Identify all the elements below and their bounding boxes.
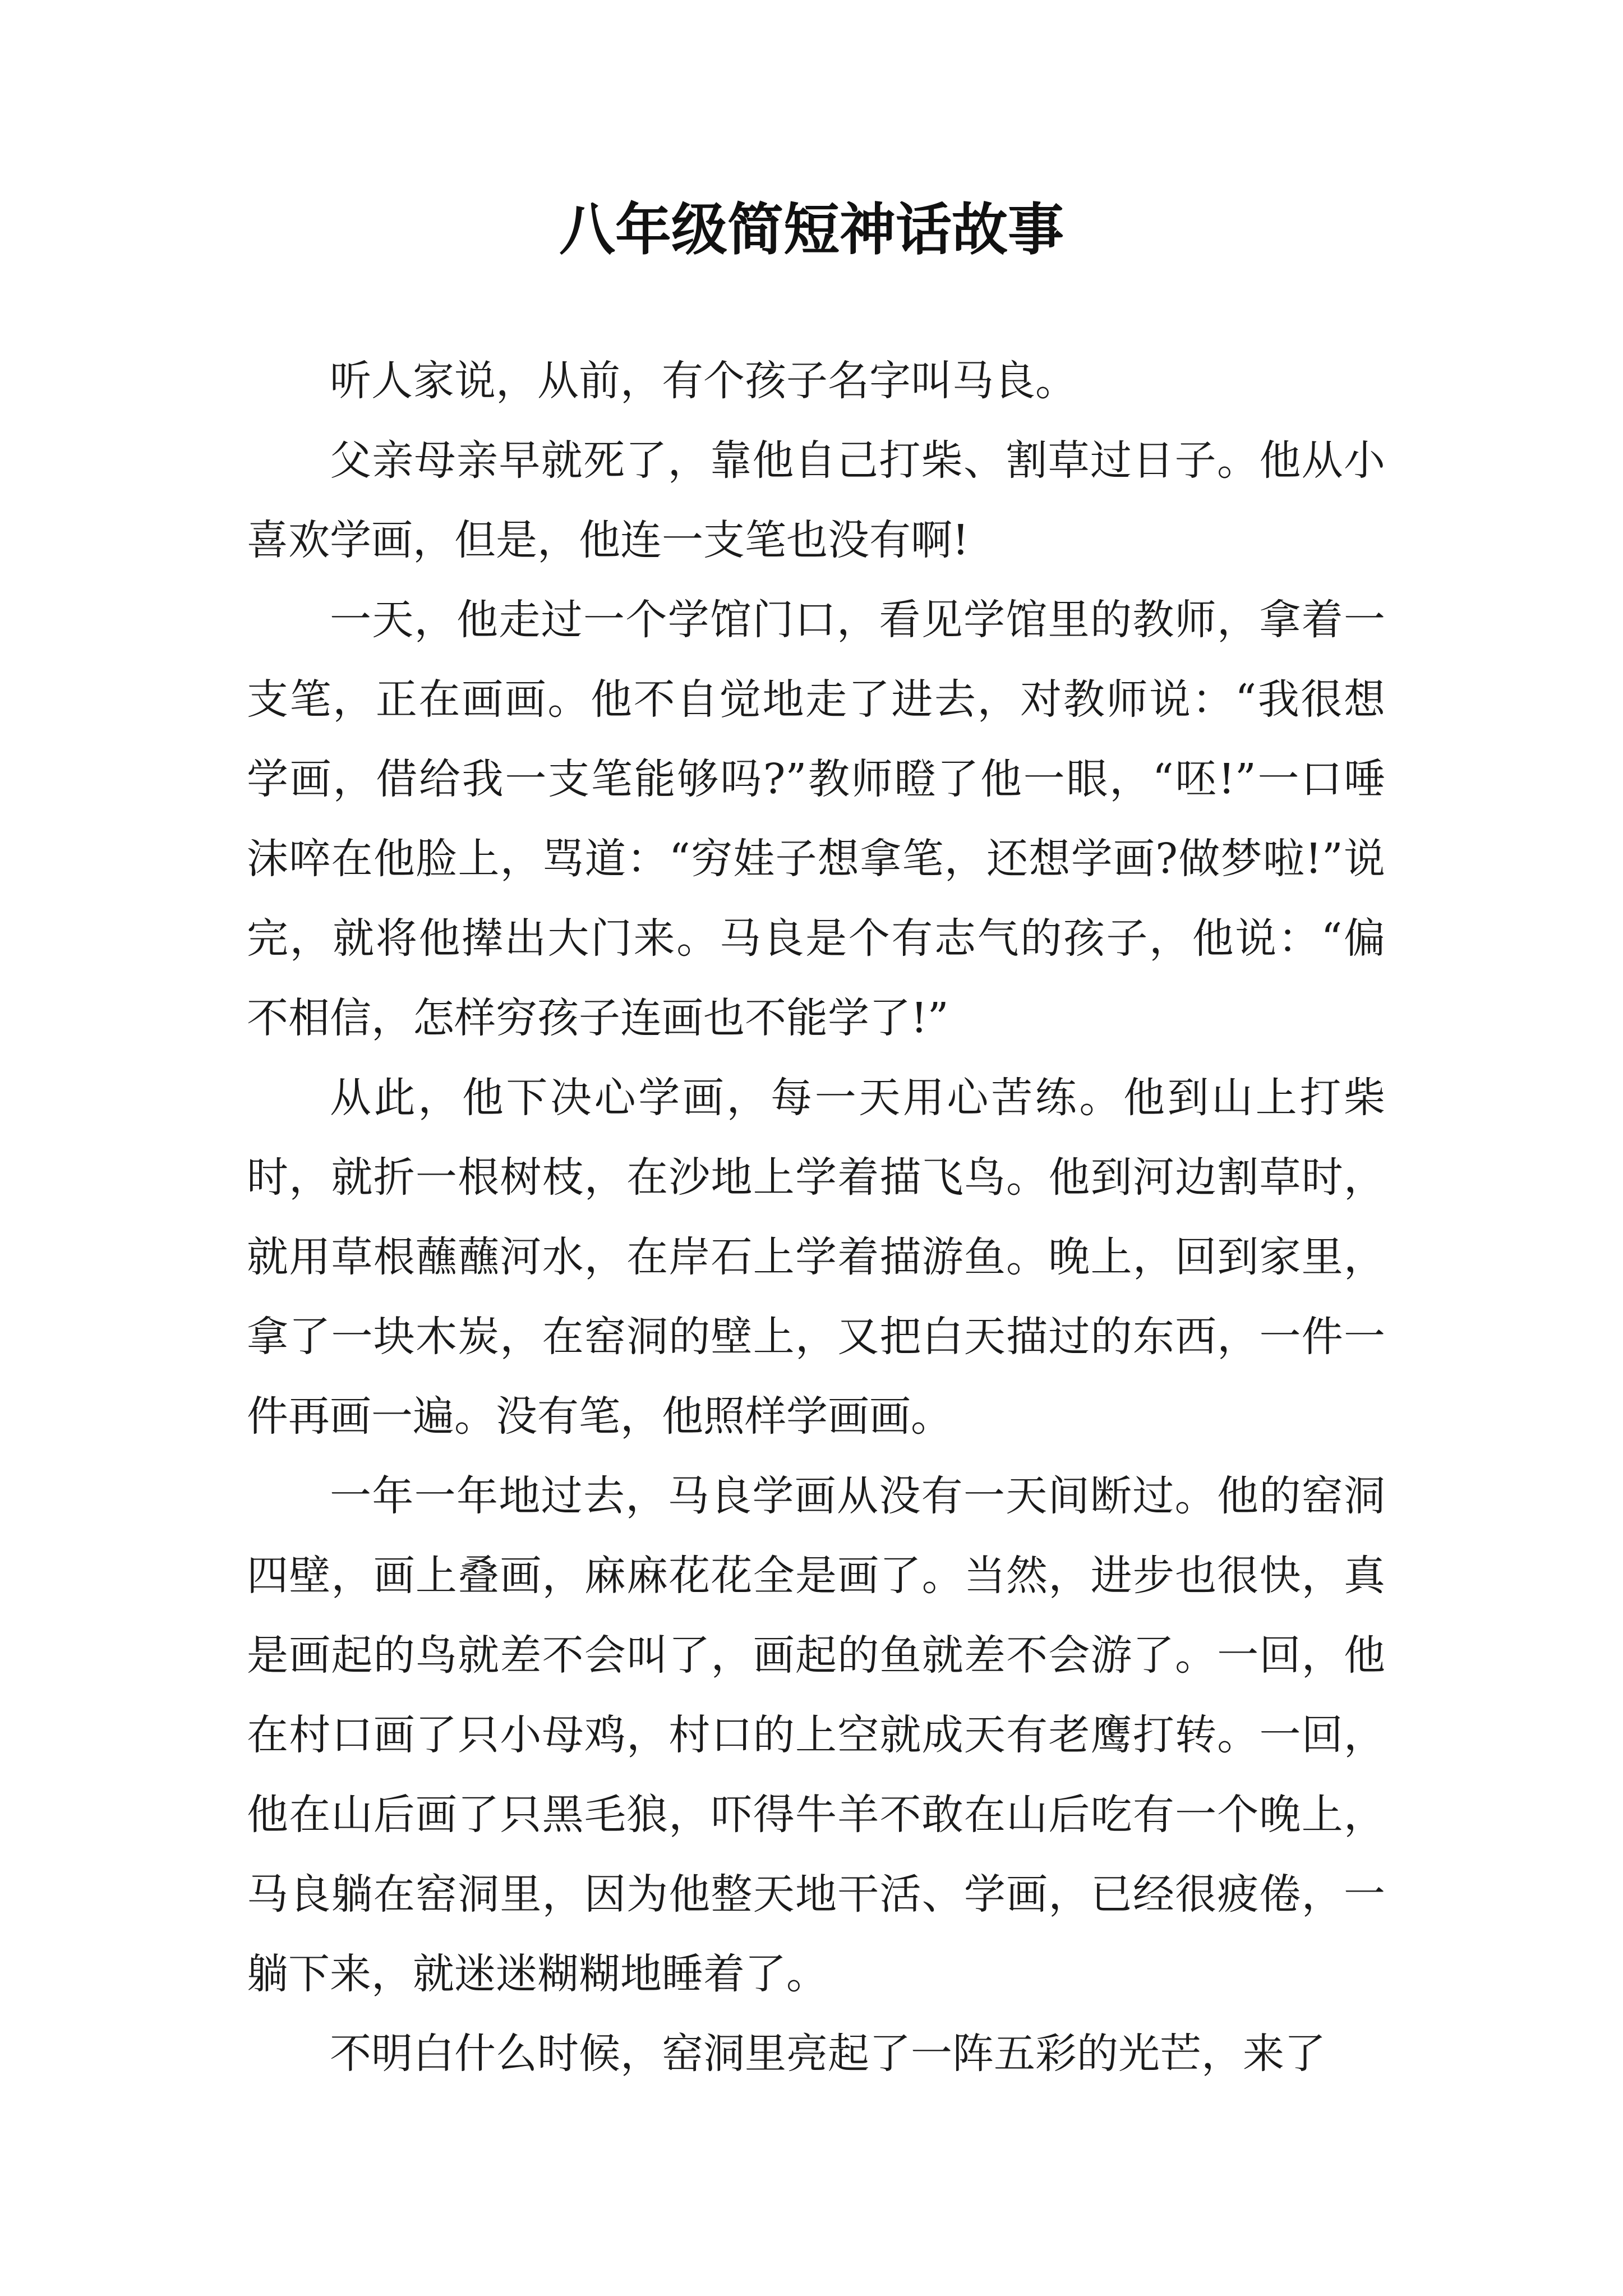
paragraph: 不明白什么时候，窑洞里亮起了一阵五彩的光芒，来了 xyxy=(330,2030,1326,2078)
paragraph: 听人家说，从前，有个孩子名字叫马良。 xyxy=(330,357,1077,405)
document-body xyxy=(247,341,1385,2093)
paragraph: 从此，他下决心学画，每一天用心苦练。他到山上打柴时，就折一根树枝，在沙地上学着描飞鸟。他到河边割草时，就用草根蘸蘸河水，在岸石上学着描游鱼。晚上，回到家里，拿了一块木炭，在窑洞的壁上，又把白天描过的东西，一件一件再画一遍。没有笔，他照样学画画。 xyxy=(247,1074,1385,1441)
paragraph: 一天，他走过一个学馆门口，看见学馆里的教师，拿着一支笔，正在画画。他不自觉地走了进去，对教师说：“我很想学画，借给我一支笔能够吗?”教师瞪了他一眼，“呸!”一口唾沫啐在他脸上，骂道：“穷娃子想拿笔，还想学画?做梦啦!”说完，就将他撵出大门来。马良是个有志气的孩子，他说：“偏不相信，怎样穷孩子连画也不能学了!” xyxy=(247,596,1385,1042)
paragraph: 一年一年地过去，马良学画从没有一天间断过。他的窑洞四壁，画上叠画，麻麻花花全是画了。当然，进步也很快，真是画起的鸟就差不会叫了，画起的鱼就差不会游了。一回，他在村口画了只小母鸡，村口的上空就成天有老鹰打转。一回，他在山后画了只黑毛狼，吓得牛羊不敢在山后吃有一个晚上，马良躺在窑洞里，因为他整天地干活、学画，已经很疲倦，一躺下来，就迷迷糊糊地睡着了。 xyxy=(247,1472,1385,1998)
document-title: 八年级简短神话故事 xyxy=(559,197,1064,263)
paragraph: 父亲母亲早就死了，靠他自己打柴、割草过日子。他从小喜欢学画，但是，他连一支笔也没有啊! xyxy=(247,436,1385,564)
